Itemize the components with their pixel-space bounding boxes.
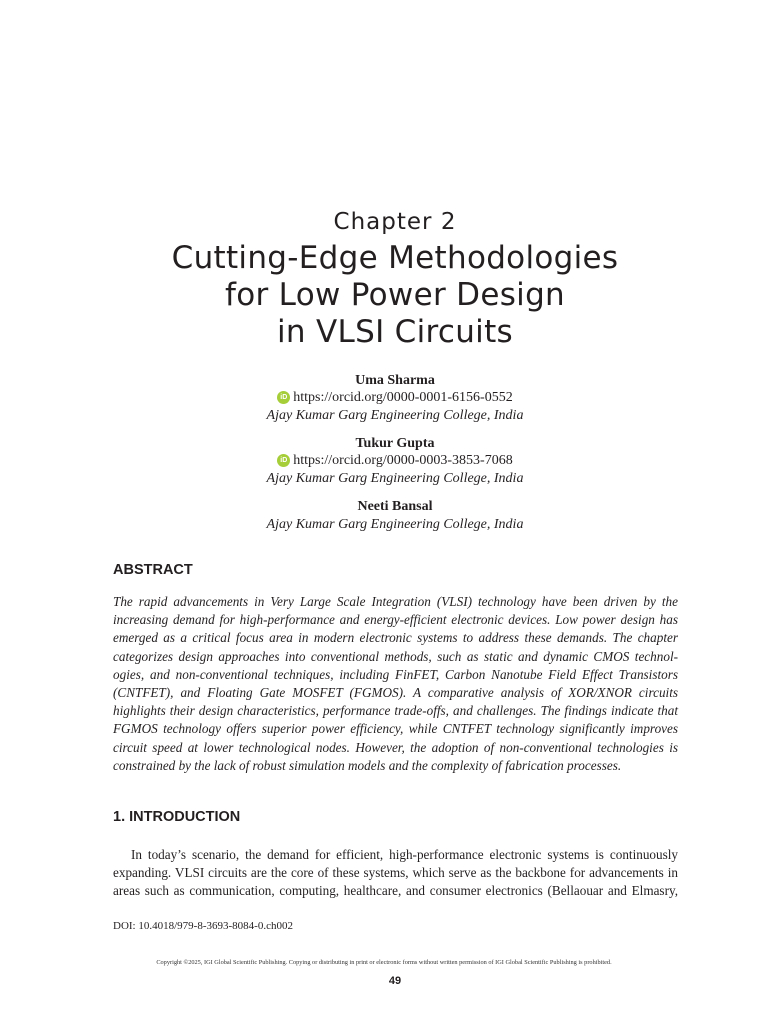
orcid-icon: iD — [277, 391, 290, 404]
chapter-title — [0, 240, 768, 351]
chapter-label: Chapter 2 — [333, 209, 457, 235]
abstract-line: constrained by the lack of robust simulation models and the complexity of fabrication processes. — [113, 757, 622, 773]
abstract-line: categorizes design approaches into conventional methods, such as static and dynamic CMOS technol- — [113, 648, 678, 664]
doi: DOI: 10.4018/979-8-3693-8084-0.ch002 — [113, 920, 293, 932]
chapter-title-line: in VLSI Circuits — [277, 314, 513, 350]
abstract-line: The rapid advancements in Very Large Scale Integration (VLSI) technology have been driven by the — [113, 594, 678, 609]
abstract-line: (CNTFET), and Floating Gate MOSFET (FGMOS). A comparative analysis of XOR/XNOR circuits — [113, 685, 678, 701]
abstract-line: increasing demand for high-performance and energy-efficient electronic devices. Low power design has — [113, 612, 678, 628]
author-list — [0, 372, 768, 544]
author-name: Uma Sharma — [355, 373, 435, 388]
chapter-title-line: for Low Power Design — [225, 277, 565, 313]
abstract-line: FGMOS technology offers superior power efficiency, while CNTFET technology significantly improves — [113, 721, 678, 737]
introduction-line: expanding. VLSI circuits are the core of these systems, which serve as the backbone for advancements in — [113, 865, 678, 881]
copyright-notice: Copyright ©2025, IGI Global Scientific Publishing. Copying or distributing in print or electronic forms without written permission of IGI Global Scientific Publishing is prohibited. — [156, 959, 612, 966]
orcid-icon: iD — [277, 454, 290, 467]
abstract-line: circuit speed at lower technological nodes. However, the adoption of non-conventional technologies is — [113, 739, 678, 755]
introduction-line: In today’s scenario, the demand for efficient, high-performance electronic systems is continuously — [131, 847, 678, 862]
author-block — [0, 435, 768, 488]
author-block — [0, 372, 768, 425]
author-affiliation: Ajay Kumar Garg Engineering College, India — [266, 471, 524, 486]
orcid-url[interactable]: https://orcid.org/0000-0001-6156-0552 — [293, 390, 513, 405]
abstract-line: emerged as a critical focus area in modern electronic systems to address these demands. The chapter — [113, 630, 678, 646]
author-name: Tukur Gupta — [355, 436, 435, 451]
orcid-link[interactable] — [0, 452, 768, 469]
author-block — [0, 498, 768, 534]
abstract-heading: ABSTRACT — [113, 562, 193, 578]
introduction-line: areas such as communication, computing, healthcare, and consumer electronics (Bellaouar and Elmasry, — [113, 883, 678, 899]
author-name: Neeti Bansal — [357, 499, 433, 514]
page-number: 49 — [388, 975, 402, 987]
orcid-link[interactable] — [0, 389, 768, 406]
author-affiliation: Ajay Kumar Garg Engineering College, India — [266, 517, 524, 532]
chapter-title-line: Cutting-Edge Methodologies — [171, 240, 619, 276]
introduction-body — [113, 846, 678, 901]
introduction-heading: 1. INTRODUCTION — [113, 809, 241, 825]
orcid-url[interactable]: https://orcid.org/0000-0003-3853-7068 — [293, 453, 513, 468]
author-affiliation: Ajay Kumar Garg Engineering College, India — [266, 408, 524, 423]
abstract-line: highlights their design characteristics, performance trade-offs, and challenges. The findings indicate that — [113, 703, 678, 719]
abstract-line: ogies, and non-conventional techniques, including FinFET, Carbon Nanotube Field Effect Transistors — [113, 666, 678, 682]
abstract-body — [113, 593, 678, 775]
